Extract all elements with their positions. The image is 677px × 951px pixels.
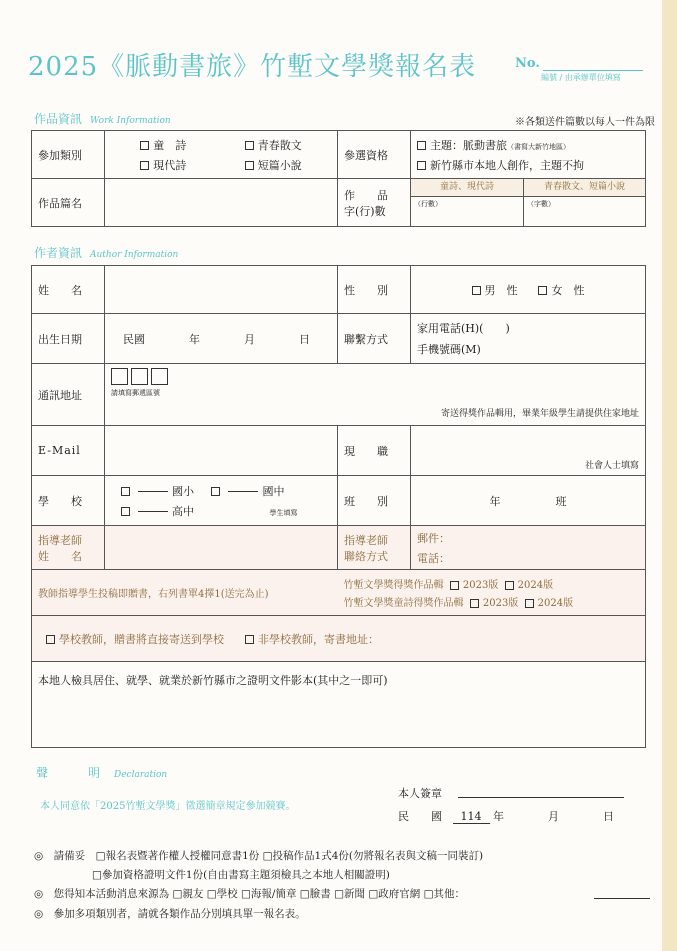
category-short-story[interactable] <box>245 157 302 173</box>
submission-limit-note: ※各類送件篇數以每人一件為限 <box>515 117 655 128</box>
eligibility-theme[interactable] <box>417 137 639 153</box>
footer-line-2: □參加資格證明文件1份(自由書寫主題須檢具之本地人相關證明) <box>92 869 390 881</box>
category-options <box>105 131 338 179</box>
checkbox-icon[interactable] <box>470 599 479 608</box>
char-count-unit: （字數） <box>527 200 555 208</box>
declaration-title-en: Declaration <box>114 770 168 780</box>
zip-boxes[interactable] <box>111 368 639 388</box>
number-label: No. <box>515 56 540 71</box>
shipping-options <box>32 616 646 662</box>
eligibility-local-text: 新竹縣市本地人創作，主題不拘 <box>430 158 584 172</box>
date-prefix: 民 國 <box>398 810 442 823</box>
teacher-name-label-1: 指導老師 <box>38 533 82 547</box>
school-label: 學 校 <box>32 476 105 526</box>
address-note: 寄送得獎作品輯用，畢業年級學生請提供住家地址 <box>440 409 639 419</box>
book-options <box>338 570 646 616</box>
blank-line[interactable] <box>228 491 258 492</box>
line-count-cell[interactable] <box>411 179 524 227</box>
author-section-title <box>34 244 178 261</box>
gender-female-text: 女 性 <box>551 283 585 297</box>
signature-line[interactable] <box>458 797 624 798</box>
email-label: E-Mail <box>32 426 105 476</box>
blank-line[interactable] <box>138 491 168 492</box>
birth-label: 出生日期 <box>32 314 105 364</box>
checkbox-icon <box>245 161 254 170</box>
class-field[interactable]: 年 班 <box>411 476 646 526</box>
book-2-title: 竹塹文學獎童詩得獎作品輯 <box>343 598 464 609</box>
eligibility-options <box>411 131 646 179</box>
name-field[interactable] <box>105 266 338 314</box>
footer-line-1: ◎ 請備妥 □報名表暨著作權人授權同意書1份 □投稿作品1式4份(勿將報名表與文稿一同裝訂) <box>34 850 484 862</box>
book-1-2024: 2024版 <box>517 580 554 591</box>
job-field[interactable] <box>411 426 646 476</box>
author-info-table <box>31 265 646 748</box>
zip-box[interactable] <box>131 368 148 385</box>
declaration-title-zh: 聲 明 <box>36 766 115 780</box>
email-field[interactable] <box>105 426 338 476</box>
gender-male-option[interactable] <box>472 284 518 297</box>
teacher-contact-field[interactable] <box>411 526 646 570</box>
book-1-2023: 2023版 <box>462 580 499 591</box>
teacher-contact-label <box>338 526 411 570</box>
checkbox-icon <box>245 141 254 150</box>
work-section-title-zh: 作品資訊 <box>34 112 83 126</box>
zip-note: 請填寫郵遞區號 <box>111 389 160 397</box>
work-title-label: 作品篇名 <box>32 179 105 227</box>
home-phone: 家用電話(H)( ) <box>417 322 510 335</box>
work-section-title <box>34 110 171 127</box>
category-modern-poem[interactable] <box>140 157 186 173</box>
eligibility-label: 參選資格 <box>338 131 411 179</box>
eligibility-theme-text: 主題：脈動書旅 <box>430 138 507 152</box>
zip-box[interactable] <box>111 368 128 385</box>
checkbox-icon <box>472 286 481 295</box>
blank-line[interactable] <box>138 511 168 512</box>
ship-school-text: 學校教師，贈書將直接寄送到學校 <box>59 632 224 646</box>
category-text: 青春散文 <box>257 138 302 152</box>
date-year: 114 <box>453 810 490 824</box>
book-2-2023: 2023版 <box>482 598 519 609</box>
checkbox-icon <box>140 141 149 150</box>
checkbox-icon <box>538 286 547 295</box>
checkbox-icon[interactable] <box>121 507 130 516</box>
checkbox-icon <box>417 161 426 170</box>
source-other-line[interactable] <box>594 898 650 899</box>
job-label: 現 職 <box>338 426 411 476</box>
signature-date <box>398 808 614 824</box>
ship-other-option[interactable] <box>245 633 379 646</box>
birth-field[interactable]: 民國 年 月 日 <box>105 314 338 364</box>
word-count-label-2: 字(行)數 <box>344 204 386 218</box>
job-note: 社會人士填寫 <box>584 461 639 471</box>
word-count-label-1: 作 品 <box>344 188 388 202</box>
checkbox-icon[interactable] <box>211 487 220 496</box>
line-count-unit: （行數） <box>414 200 442 208</box>
date-rest: 年 月 日 <box>493 810 614 823</box>
teacher-name-field[interactable] <box>105 526 338 570</box>
eligibility-local[interactable] <box>417 157 639 173</box>
author-section-title-zh: 作者資訊 <box>34 246 83 260</box>
checkbox-icon[interactable] <box>121 487 130 496</box>
book-2-2024: 2024版 <box>537 598 574 609</box>
gender-options <box>411 266 646 314</box>
author-section-title-en: Author Information <box>90 250 179 260</box>
footer-line-4: ◎ 參加多項類別者，請就各類作品分別填具單一報名表。 <box>34 908 306 920</box>
address-field[interactable] <box>105 364 646 426</box>
declaration-text: 本人同意依「2025竹塹文學獎」徵選簡章規定參加競賽。 <box>40 801 296 812</box>
gender-male-text: 男 性 <box>484 283 518 297</box>
line-count-header: 童詩、現代詩 <box>411 179 523 197</box>
ship-other-text: 非學校教師，寄書地址： <box>257 632 379 646</box>
word-count-label <box>338 179 411 227</box>
book-1-title: 竹塹文學獎得獎作品輯 <box>343 580 444 591</box>
declaration-title <box>36 764 167 781</box>
category-text: 短篇小說 <box>257 158 302 172</box>
checkbox-icon[interactable] <box>525 599 534 608</box>
book-2-row <box>344 594 640 609</box>
name-label: 姓 名 <box>32 266 105 314</box>
signature-label: 本人簽章 <box>398 787 442 800</box>
form-title: 2025《脈動書旅》竹塹文學獎報名表 <box>28 52 477 82</box>
book-1-row <box>344 576 640 591</box>
char-count-cell[interactable] <box>524 179 646 227</box>
contact-label: 聯繫方式 <box>338 314 411 364</box>
ship-school-option[interactable] <box>46 633 224 646</box>
checkbox-icon[interactable] <box>450 581 459 590</box>
work-info-table <box>31 130 646 227</box>
work-title-field[interactable] <box>105 179 338 227</box>
class-label: 班 別 <box>338 476 411 526</box>
eligibility-theme-note: （書寫大新竹地區） <box>507 142 570 151</box>
contact-field[interactable] <box>411 314 646 364</box>
gender-female-option[interactable] <box>538 284 584 297</box>
checkbox-icon <box>245 635 254 644</box>
checkbox-icon[interactable] <box>505 581 514 590</box>
school-senior: 高中 <box>172 504 194 518</box>
gift-text: 教師指導學生投稿即贈書，右列書單4擇1(送完為止) <box>32 570 338 616</box>
number-field[interactable] <box>543 70 643 71</box>
address-label: 通訊地址 <box>32 364 105 426</box>
teacher-contact-label-1: 指導老師 <box>344 533 388 547</box>
school-junior: 國中 <box>262 484 285 498</box>
category-text: 童 詩 <box>153 138 187 152</box>
checkbox-icon <box>140 161 149 170</box>
category-youth-prose[interactable] <box>245 137 302 153</box>
number-note: 編號 / 由承辦單位填寫 <box>541 73 621 82</box>
teacher-name-label <box>32 526 105 570</box>
school-field[interactable] <box>105 476 338 526</box>
checkbox-icon <box>417 141 426 150</box>
footer-line-3: ◎ 您得知本活動消息來源為 □親友 □學校 □海報/簡章 □臉書 □新聞 □政府官網 □其他： <box>34 888 466 900</box>
proof-document-area[interactable] <box>32 662 646 748</box>
teacher-phone: 電話： <box>417 551 450 565</box>
school-note: 學生填寫 <box>269 508 298 517</box>
checkbox-icon <box>46 635 55 644</box>
school-elementary: 國小 <box>172 484 194 498</box>
teacher-name-label-2: 姓 名 <box>38 549 82 563</box>
char-count-header: 青春散文、短篇小說 <box>524 179 645 197</box>
zip-box[interactable] <box>151 368 168 385</box>
mobile-phone: 手機號碼(M) <box>417 343 481 356</box>
teacher-contact-label-2: 聯絡方式 <box>344 549 388 563</box>
teacher-email: 郵件： <box>417 531 450 545</box>
gender-label: 性 別 <box>338 266 411 314</box>
work-section-title-en: Work Information <box>90 116 171 126</box>
proof-text: 本地人檢具居住、就學、就業於新竹縣市之證明文件影本(其中之一即可) <box>38 674 388 687</box>
category-text: 現代詩 <box>153 158 187 172</box>
category-label: 參加類別 <box>32 131 105 179</box>
category-children-poem[interactable] <box>140 137 186 153</box>
